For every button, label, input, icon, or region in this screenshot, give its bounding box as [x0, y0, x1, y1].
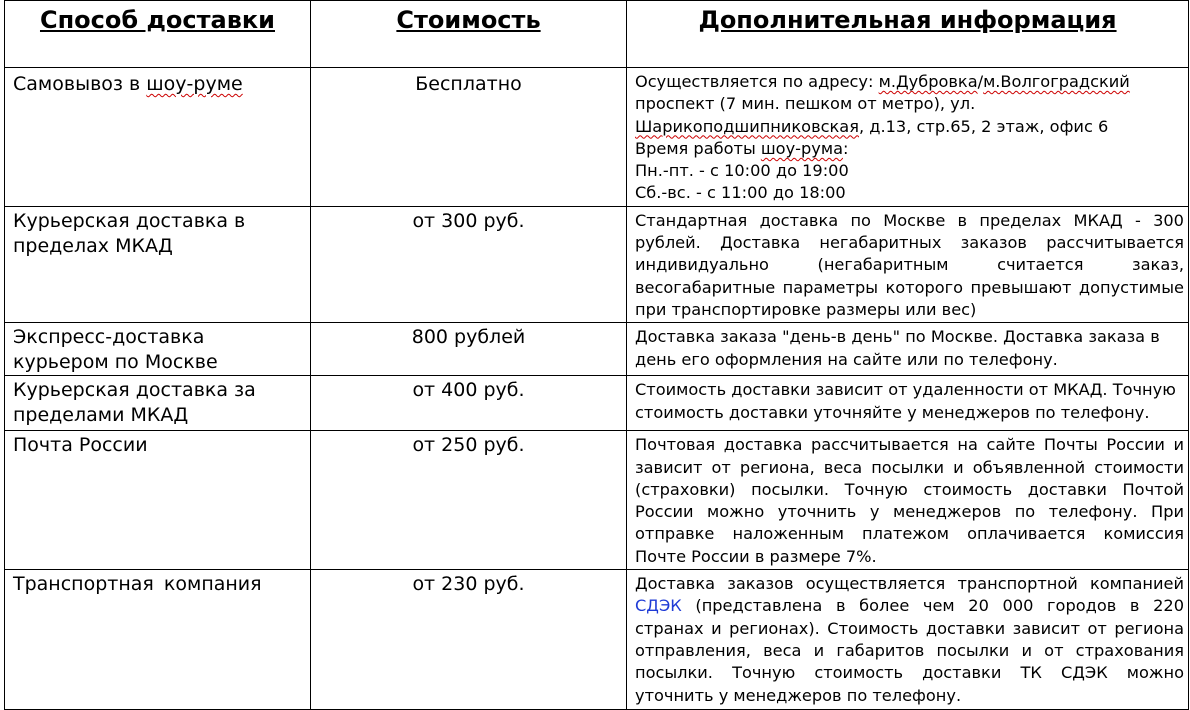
table-row-pickup — [5, 68, 1189, 207]
cost-cell: от 400 руб. — [311, 376, 627, 431]
info-line: Доставка заказа "день-в день" по Москве. Доставка заказа в — [635, 327, 1160, 347]
spell-marked-text: Шарикоподшипниковская — [635, 116, 859, 136]
info-line: день его оформления на сайте или по телефону. — [635, 349, 1058, 369]
info-line: России можно уточнить у менеджеров по телефону. При — [635, 502, 1184, 522]
info-line: Доставка заказов осуществляется транспортной компанией — [635, 574, 1184, 594]
method-text: Экспресс-доставка — [13, 326, 205, 349]
method-text: курьером по Москве — [13, 351, 218, 374]
method-text: пределах МКАД — [13, 234, 173, 257]
method-cell — [5, 68, 311, 207]
table-row-courier-mkad — [5, 206, 1189, 322]
method-text: Курьерская доставка в — [13, 209, 246, 232]
header-cost: Стоимость — [311, 1, 627, 68]
info-line: Время работы шоу-рума: — [635, 138, 849, 158]
method-cell — [5, 376, 311, 431]
info-cell — [627, 206, 1189, 322]
info-line: Почтовая доставка рассчитывается на сайте Почты России и — [635, 435, 1184, 455]
method-cell: Транспортная компания — [5, 570, 311, 710]
cost-cell: Бесплатно — [311, 68, 627, 207]
table-row-courier-outside — [5, 376, 1189, 431]
info-line: индивидуально (негабаритным считается заказ, — [635, 255, 1184, 275]
info-line: Осуществляется по адресу: м.Дубровка/м.Волгоградский — [635, 72, 1130, 91]
info-cell — [627, 68, 1189, 207]
info-line: отправке наложенным платежом оплачивается комиссия — [635, 524, 1184, 544]
cost-cell: от 300 руб. — [311, 206, 627, 322]
table-row-transport — [5, 570, 1189, 710]
cost-cell: от 230 руб. — [311, 570, 627, 710]
cost-cell: от 250 руб. — [311, 431, 627, 570]
spell-marked-text: шоу-рума — [760, 138, 843, 158]
header-info: Дополнительная информация — [627, 1, 1189, 68]
info-cell — [627, 376, 1189, 431]
delivery-table — [4, 0, 1189, 710]
method-cell — [5, 206, 311, 322]
method-text: пределами МКАД — [13, 404, 189, 427]
info-line: зависит от региона, веса посылки и объявленной стоимости — [635, 457, 1184, 477]
info-line: отправления, веса и габаритов посылки и от страхования — [635, 640, 1184, 660]
info-line: Сб.-вс. - с 11:00 до 18:00 — [635, 183, 846, 203]
method-text: Самовывоз в — [13, 73, 147, 95]
spell-marked-text: м.Волгоградский — [983, 72, 1130, 91]
info-line: стоимость доставки уточняйте у менеджеров по телефону. — [635, 402, 1150, 422]
info-line: Пн.-пт. - с 10:00 до 19:00 — [635, 161, 849, 181]
info-line: Стоимость доставки зависит от удаленности от МКАД. Точную — [635, 380, 1176, 400]
info-line: Стандартная доставка по Москве в пределах МКАД - 300 — [635, 210, 1184, 230]
info-line: Почте России в размере 7%. — [635, 546, 877, 566]
info-line: Шарикоподшипниковская, д.13, стр.65, 2 этаж, офис 6 — [635, 116, 1109, 136]
info-line: рублей. Доставка негабаритных заказов рассчитывается — [635, 233, 1184, 253]
header-method: Способ доставки — [5, 1, 311, 68]
spell-marked-text: м.Дубровка — [878, 72, 978, 91]
cost-cell: 800 рублей — [311, 323, 627, 376]
method-cell: Почта России — [5, 431, 311, 570]
info-line: посылки. Точную стоимость доставки ТК СДЭК можно — [635, 663, 1184, 683]
info-line: проспект (7 мин. пешком от метро), ул. — [635, 94, 976, 114]
info-line: (страховки) посылки. Точную стоимость доставки Почтой — [635, 479, 1184, 499]
info-cell — [627, 431, 1189, 570]
info-cell — [627, 323, 1189, 376]
info-line: странах и регионах). Стоимость доставки зависит от региона — [635, 618, 1184, 638]
table-row-express — [5, 323, 1189, 376]
info-cell — [627, 570, 1189, 710]
info-line: СДЭК (представлена в более чем 20 000 городов в 220 — [635, 596, 1184, 616]
header-row — [5, 1, 1189, 68]
method-text-misspelled: шоу-руме — [146, 73, 243, 95]
table-row-russian-post — [5, 431, 1189, 570]
info-line: уточнить у менеджеров по телефону. — [635, 685, 962, 705]
method-text: Курьерская доставка за — [13, 379, 256, 402]
method-cell — [5, 323, 311, 376]
cdek-link[interactable]: СДЭК — [635, 596, 682, 616]
info-line: весогабаритные параметры которого превышают допустимые — [635, 277, 1184, 297]
info-line: при транспортировке размеры или вес) — [635, 299, 977, 319]
